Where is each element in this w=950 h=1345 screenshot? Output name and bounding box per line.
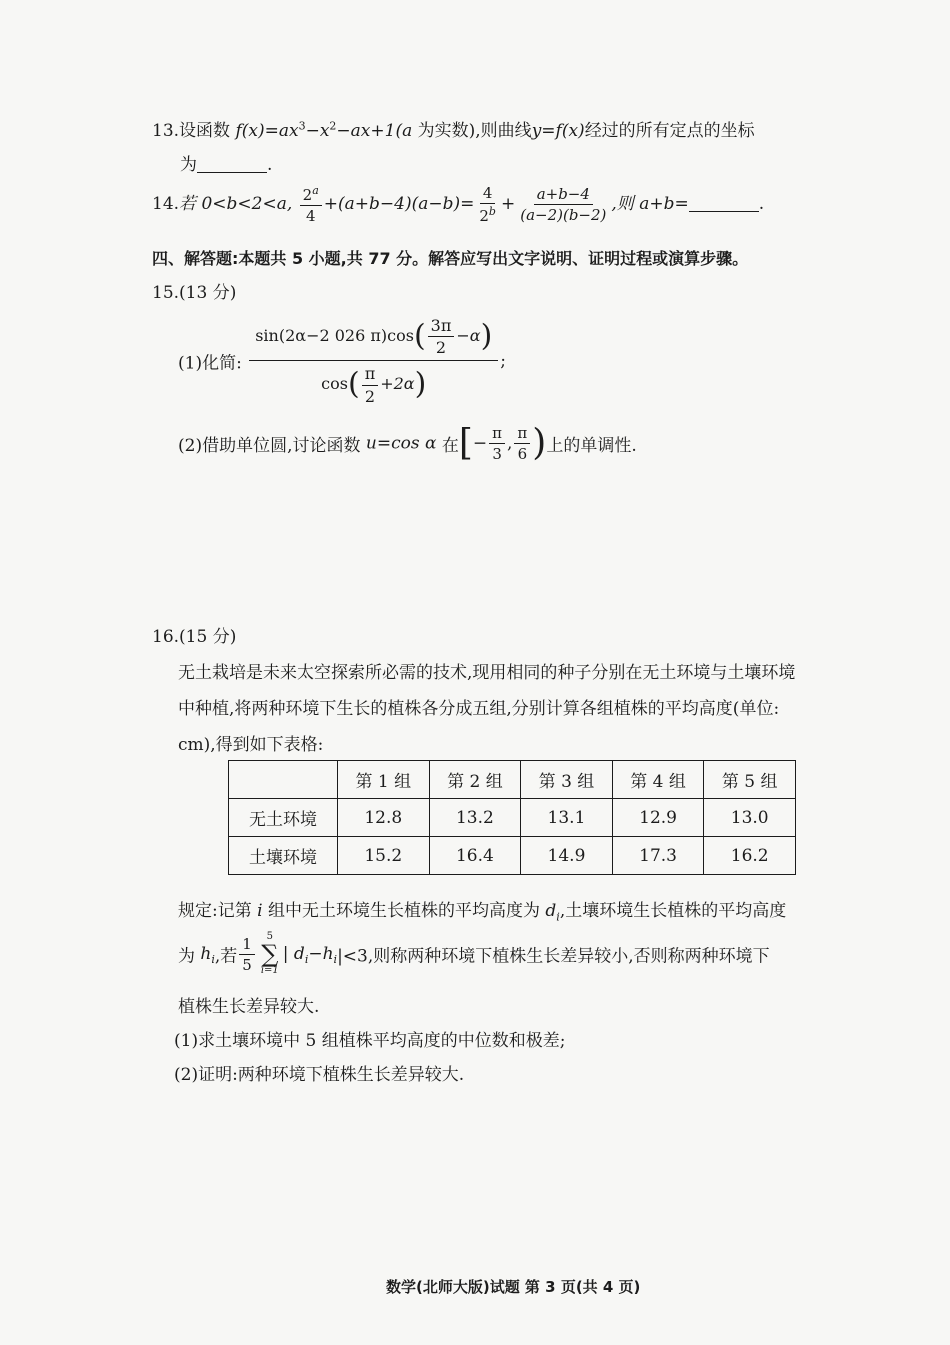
summation-symbol: 5 ∑ i=1	[260, 931, 279, 976]
table-corner-cell	[229, 761, 338, 799]
page-footer: 数学(北师大版)试题 第 3 页(共 4 页)	[386, 1278, 641, 1296]
q13-line2-suffix: .	[267, 155, 273, 175]
q14-mid: +(a+b−4)(a−b)=	[323, 194, 475, 214]
q16-rule-2a: 为	[178, 946, 195, 967]
q13-tail: 经过的所有定点的坐标	[584, 121, 755, 141]
q16-intro-line-1: 无土栽培是未来太空探索所必需的技术,现用相同的种子分别在无土环境与土壤环境	[178, 663, 796, 683]
q15-p1-inner-den: 2	[435, 338, 447, 358]
q14-frac1-den: 4	[305, 207, 316, 225]
table-header-cell: 第 4 组	[612, 761, 704, 799]
q16-frac-num: 1	[239, 935, 255, 955]
q16-rule-line-1: 规定:记第 i 组中无土环境生长植株的平均高度为 $d_i$,土壤环境生长植株的平均高度	[178, 901, 787, 924]
q15-part-2: (2)借助单位圆,讨论函数 u=cos α 在[− $\frac{\pi}{3}$ , $\frac{\pi}{6}$ )上的单调性.	[178, 422, 637, 464]
q13-answer-blank[interactable]	[197, 155, 267, 173]
q16-one-fifth	[239, 935, 255, 974]
table-row-label: 无土环境	[229, 799, 338, 837]
section-4-heading: 四、解答题:本题共 5 小题,共 77 分。解答应写出文字说明、证明过程或演算步骤。	[152, 249, 749, 268]
q14-frac3-num: a+b−4	[534, 185, 593, 205]
q13-line2-prefix: 为	[180, 155, 197, 175]
sum-upper-limit: 5	[266, 931, 273, 942]
table-cell: 16.2	[704, 837, 796, 875]
plant-height-table	[228, 760, 796, 875]
q15-p2-left-den: 3	[492, 445, 502, 463]
table-cell: 13.2	[429, 799, 521, 837]
q16-rule-i: i	[257, 901, 263, 921]
q14-frac2-den: 2	[479, 207, 489, 225]
q14-frac-2	[476, 184, 499, 225]
q15-header: 15.(13 分)	[152, 283, 237, 303]
table-header-cell: 第 2 组	[429, 761, 521, 799]
table-header-cell: 第 5 组	[704, 761, 796, 799]
q15-p2-lead: (2)借助单位圆,讨论函数	[178, 436, 361, 456]
table-cell: 13.0	[704, 799, 796, 837]
q14-ask: ,则 a+b=	[611, 194, 689, 214]
q15-p1-inner-tail: −α	[456, 326, 481, 346]
table-cell: 13.1	[521, 799, 613, 837]
table-header-cell: 第 3 组	[521, 761, 613, 799]
q15-p1-end: ;	[500, 350, 507, 371]
q14-frac2-sup: b	[488, 205, 496, 218]
q14-frac1-sup: a	[312, 184, 319, 197]
q16-sum-body-3: |<3,则称两种环境下植株生长差异较小,否则称两种环境下	[337, 946, 770, 967]
q16-rule-h: h	[200, 944, 212, 964]
q15-p1-den-a: cos	[321, 374, 348, 394]
q14-answer-blank[interactable]	[689, 194, 759, 212]
table-header-cell: 第 1 组	[338, 761, 430, 799]
q14-plus: +	[500, 194, 516, 214]
table-row	[229, 837, 796, 875]
q16-part-2: (2)证明:两种环境下植株生长差异较大.	[174, 1065, 465, 1085]
q15-p1-den-inner-num: π	[362, 364, 379, 385]
q13-func-tail: −x	[305, 121, 330, 141]
q14-frac2-num: 4	[480, 184, 496, 204]
q15-p2-right-num: π	[514, 424, 530, 444]
sum-lower-limit: i=1	[260, 965, 279, 976]
q15-part-1	[178, 316, 506, 406]
question-13-line-1: 13.设函数 $f(x)=ax^3-x^2-ax+1(a$ 为实数),则曲线y=f(x)经过的所有定点的坐标	[152, 119, 755, 141]
q14-frac-3	[517, 185, 609, 224]
q13-curve: y=f(x)	[531, 121, 585, 141]
table-cell: 17.3	[612, 837, 704, 875]
q16-rule-1a: 规定:记第	[178, 901, 252, 921]
q14-frac-1	[300, 184, 322, 225]
q16-intro-line-3: cm),得到如下表格:	[178, 735, 324, 755]
q15-p2-left-num: π	[489, 424, 505, 444]
q16-rule-line-3: 植株生长差异较大.	[178, 997, 320, 1017]
q14-cond: 若 0<b<2<a,	[179, 194, 293, 214]
table-cell: 12.8	[338, 799, 430, 837]
q15-p1-den-tail: +2α	[380, 374, 415, 394]
q16-part-1: (1)求土壤环境中 5 组植株平均高度的中位数和极差;	[174, 1031, 566, 1051]
q14-frac3-den: (a−2)(b−2)	[520, 206, 607, 224]
q16-rule-1c: ,土壤环境生长植株的平均高度	[559, 901, 787, 921]
q13-func-rest: −ax+1(	[336, 121, 403, 141]
q16-rule-2b: ,若	[214, 946, 238, 967]
table-row-label: 土壤环境	[229, 837, 338, 875]
q14-end: .	[758, 194, 765, 214]
q13-number: 13.	[152, 121, 180, 141]
q16-sum-body: | d	[282, 944, 305, 964]
table-row	[229, 799, 796, 837]
q14-frac1-num: 2	[302, 186, 313, 204]
table-cell: 15.2	[338, 837, 430, 875]
q15-p2-in: 在	[441, 436, 459, 456]
q16-rule-line-2: 为 $h_i$,若 $\frac{1}{5}$ 5 ∑ i=1 | $d_i-h_i|<3$,则称两种环境下植株生长差异较小,否则称两种环境下	[178, 931, 770, 976]
question-14	[152, 184, 764, 225]
q15-p1-fraction: sin(2α−2 026 π)cos( $\frac{3\pi}{2}$ −α) cos( $\frac{\pi}{2}$ +2α)	[249, 316, 498, 406]
q13-a-var: a	[402, 121, 413, 141]
q14-number: 14.	[152, 194, 180, 214]
q13-lead: 设函数	[179, 121, 231, 141]
q16-header: 16.(15 分)	[152, 627, 237, 647]
q16-frac-den: 5	[242, 955, 252, 974]
table-header-row	[229, 761, 796, 799]
q13-paren-text: 为实数),则曲线	[417, 121, 532, 141]
q15-p2-func: u=cos α	[365, 433, 437, 454]
q16-rule-1b: 组中无土环境生长植株的平均高度为	[267, 901, 540, 921]
q15-p1-label: (1)化简:	[178, 353, 242, 374]
q15-p2-right-den: 6	[517, 445, 528, 463]
question-13-line-2	[180, 150, 272, 175]
q16-intro-line-2: 中种植,将两种环境下生长的植株各分成五组,分别计算各组植株的平均高度(单位:	[178, 699, 780, 719]
q16-rule-d: d	[545, 901, 557, 921]
q15-p2-tail: 上的单调性.	[546, 436, 637, 456]
q15-p1-den-inner-den: 2	[364, 386, 376, 406]
table-cell: 12.9	[612, 799, 704, 837]
table-cell: 14.9	[521, 837, 613, 875]
q15-p1-inner-num: 3π	[428, 316, 455, 337]
q13-func: f(x)=ax	[235, 121, 299, 141]
q16-sum-body-2: −h	[308, 944, 334, 964]
table-cell: 16.4	[429, 837, 521, 875]
q15-p1-num-a: sin(2α−2 026 π)cos	[255, 326, 414, 346]
